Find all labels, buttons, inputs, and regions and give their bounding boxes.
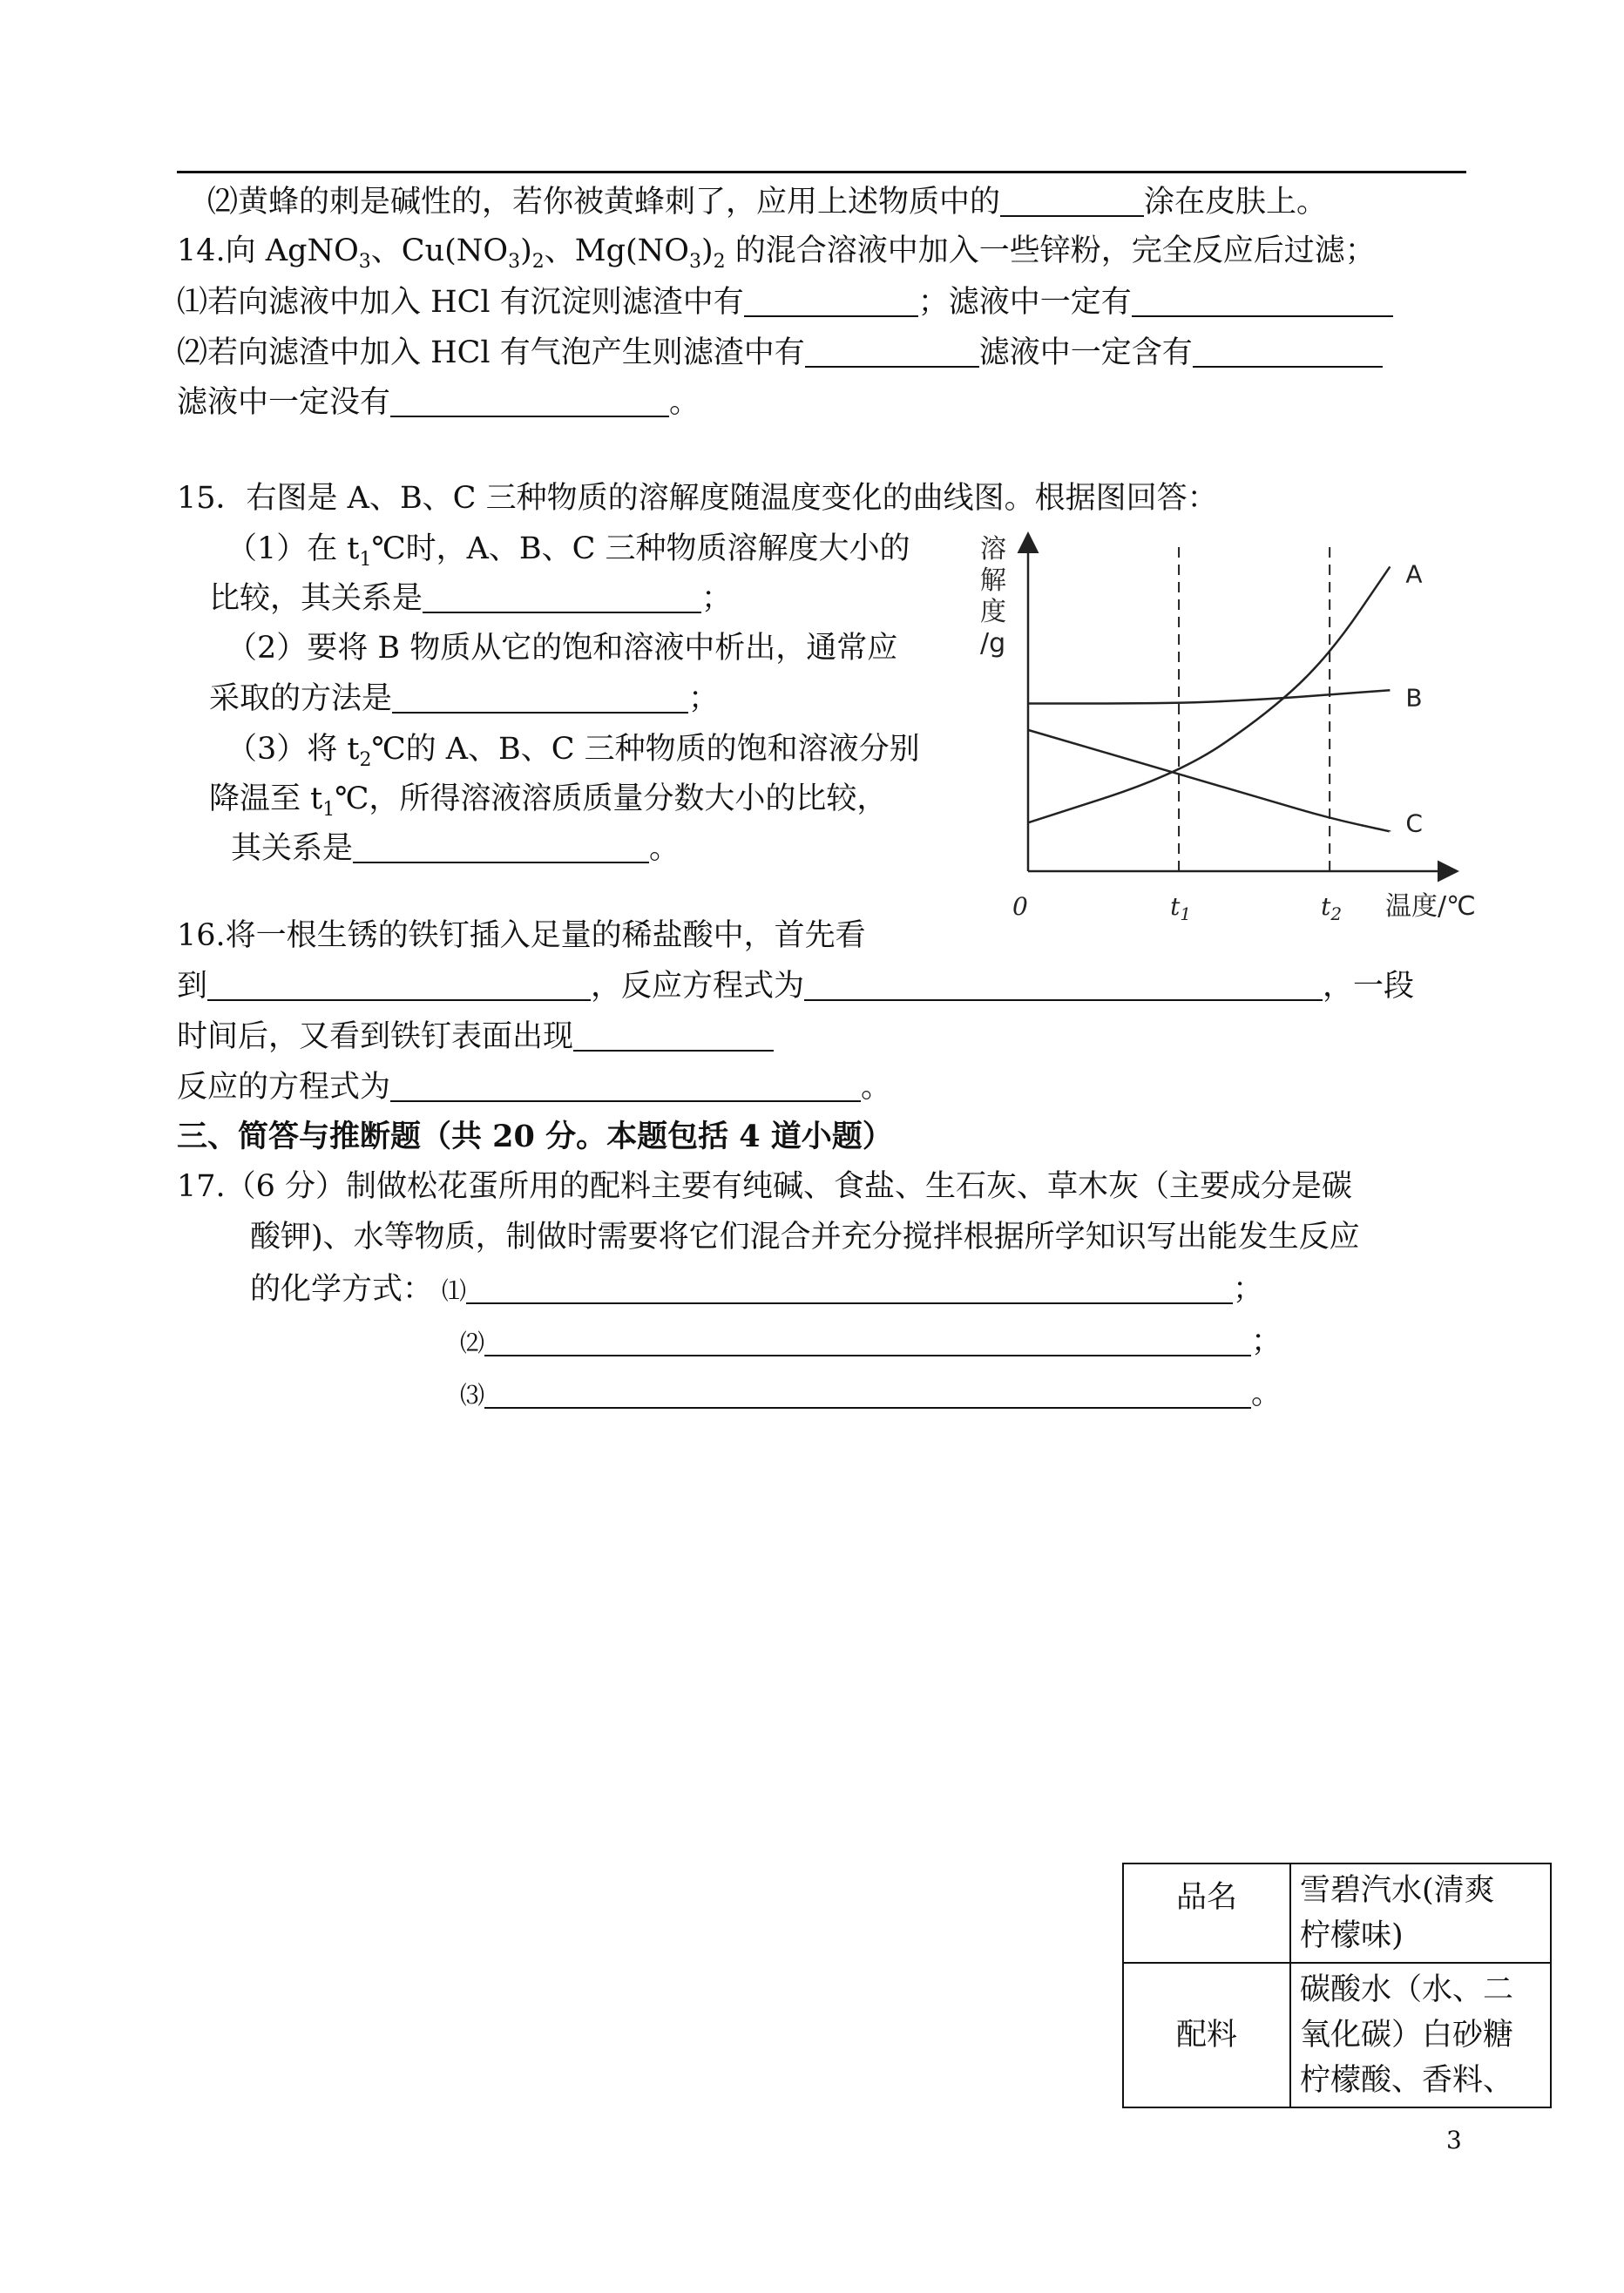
q15-s1: （1）在 $t_1℃$时，A、B、C 三种物质溶解度大小的 [227, 531, 910, 571]
blank[interactable] [207, 970, 591, 1001]
blank[interactable] [392, 682, 688, 714]
series-line-B [1028, 690, 1390, 703]
blank[interactable] [390, 386, 669, 417]
x-tick-label: $t_1$ [1170, 892, 1192, 924]
q13-line: ⑵黄蜂的刺是碱性的，若你被黄蜂刺了，应用上述物质中的 涂在皮肤上。 [207, 185, 1328, 220]
q15-s3-answer: 其关系是 。 [231, 831, 680, 866]
ingredient-table [1122, 1863, 1552, 2108]
q15-s3-cont: 降温至 $t_1℃$，所得溶液溶质质量分数大小的比较， [209, 781, 888, 821]
q16-line3: 时间后，又看到铁钉表面出现 [177, 1018, 774, 1056]
series-label-C: C [1405, 808, 1423, 838]
header-rule [177, 171, 1466, 173]
blank[interactable] [573, 1020, 774, 1052]
table-cell-label: 配料 [1123, 1963, 1290, 2107]
table-cell-value: 碳酸水（水、二 氧化碳）白砂糖 柠檬酸、香料、 [1290, 1963, 1551, 2107]
blank[interactable] [744, 286, 918, 317]
q17-line3: 的化学方式： ⑴ ； [250, 1272, 1264, 1307]
blank[interactable] [466, 1273, 1233, 1304]
y-axis-label: 解 [980, 565, 1006, 596]
y-axis-label: 度 [980, 597, 1006, 627]
origin-label: 0 [1012, 892, 1028, 921]
blank[interactable] [390, 1071, 861, 1102]
q14-part1: ⑴若向滤液中加入 HCl 有沉淀则滤渣中有 ；滤液中一定有 [177, 283, 1393, 321]
q16-line4: 反应的方程式为 。 [177, 1070, 892, 1105]
q14-part2: ⑵若向滤渣中加入 HCl 有气泡产生则滤渣中有 滤液中一定含有 [177, 334, 1383, 372]
q16-line2: 到 ，反应方程式为 ，一段 [177, 969, 1415, 1004]
series-label-A: A [1405, 559, 1423, 589]
q14-part3: 滤液中一定没有 。 [177, 385, 700, 420]
blank[interactable] [1132, 286, 1393, 317]
q17-line4: ⑵ ； [460, 1324, 1282, 1359]
q15-s2-answer: 采取的方法是 ； [209, 681, 720, 716]
blank[interactable] [423, 582, 701, 613]
q16-line1: 16.将一根生锈的铁钉插入足量的稀盐酸中，首先看 [177, 918, 866, 953]
blank[interactable] [484, 1377, 1251, 1409]
blank[interactable] [1193, 336, 1383, 368]
q15-stem: 15．右图是 A、B、C 三种物质的溶解度随温度变化的曲线图。根据图回答： [177, 481, 1218, 516]
blank[interactable] [484, 1325, 1251, 1356]
blank[interactable] [805, 336, 979, 368]
page-number: 3 [1446, 2126, 1462, 2154]
y-axis-label: 溶 [980, 534, 1006, 565]
blank[interactable] [1000, 186, 1144, 217]
table-row [1123, 1863, 1551, 1963]
q14-stem: 14.向 AgNO$_3$、$Cu(NO_3)_2$、$Mg(NO_3)_2$ 的混合溶液中加入一些锌粉，完全反应后过滤； [177, 233, 1376, 273]
blank[interactable] [804, 970, 1323, 1001]
solubility-chart [980, 523, 1490, 941]
x-axis-label: 温度/℃ [1385, 891, 1476, 922]
series-line-C [1028, 730, 1390, 832]
series-label-B: B [1405, 683, 1423, 713]
y-axis-label: /g [980, 628, 1006, 659]
q17-line1: 17.（6 分）制做松花蛋所用的配料主要有纯碱、食盐、生石灰、草木灰（主要成分是碳 [177, 1169, 1353, 1204]
q15-s2: （2）要将 B 物质从它的饱和溶液中析出，通常应 [227, 631, 898, 666]
q17-line2: 酸钾)、水等物质，制做时需要将它们混合并充分搅拌根据所学知识写出能发生反应 [250, 1220, 1360, 1255]
blank[interactable] [353, 832, 649, 863]
q15-s1-answer: 比较，其关系是 ； [209, 581, 733, 616]
table-row [1123, 1963, 1551, 2107]
q15-s3: （3）将 $t_2℃$的 A、B、C 三种物质的饱和溶液分别 [227, 732, 920, 771]
table-cell-value: 雪碧汽水(清爽 柠檬味) [1290, 1863, 1551, 1963]
table-cell-label: 品名 [1123, 1863, 1290, 1963]
q17-line5: ⑶ 。 [460, 1376, 1282, 1411]
x-tick-label: $t_2$ [1321, 892, 1343, 924]
section-heading: 三、简答与推断题（共 20 分。本题包括 4 道小题） [177, 1119, 893, 1154]
